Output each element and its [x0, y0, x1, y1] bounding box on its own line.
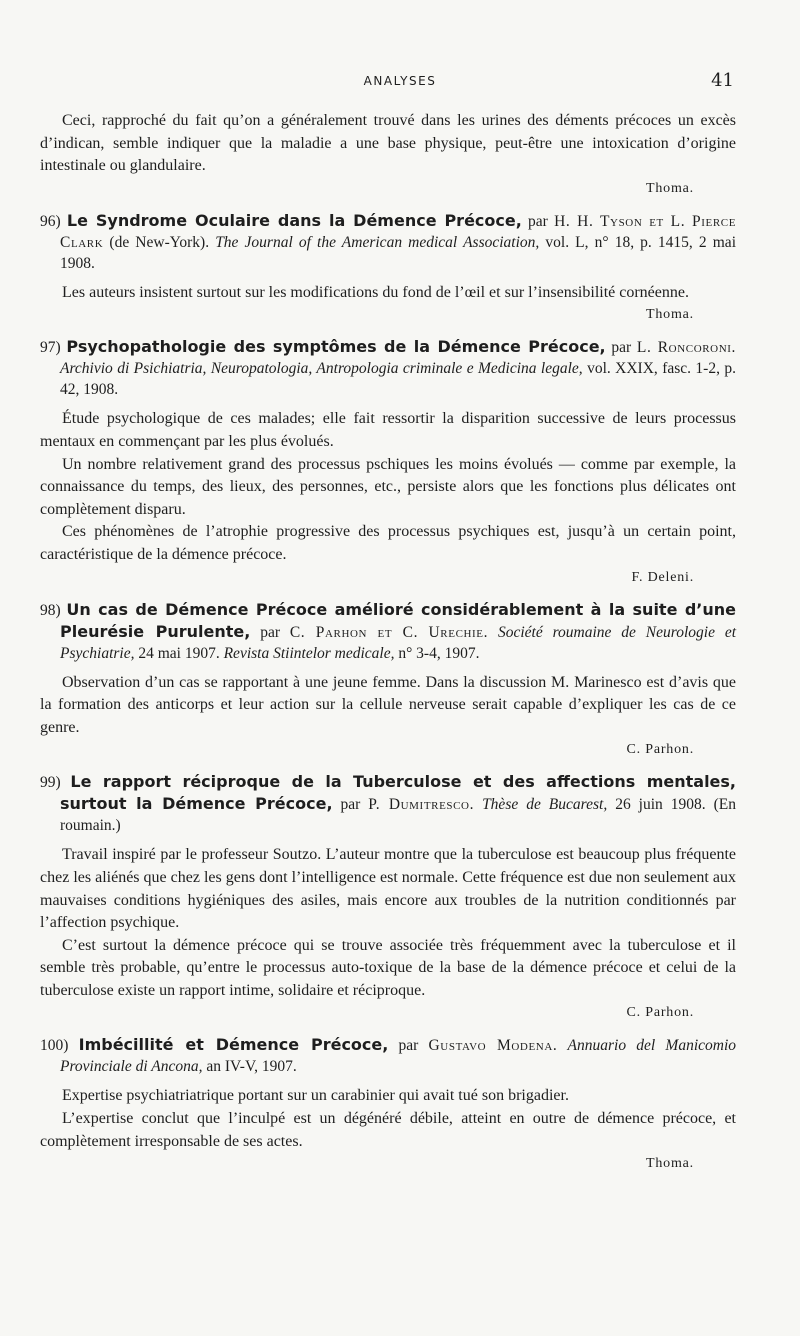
entry-paragraph: Observation d’un cas se rapportant à une jeune femme. Dans la discussion M. Marinesco est d’avis que la formation des anticorps et leur action sur la cellule nerveuse serait capable d’expliquer les cas de ce genre.: [40, 673, 736, 736]
entry-journal-2: Revista Stiintelor medicale,: [223, 644, 395, 662]
review-entry-99: [40, 771, 736, 1024]
entry-reference: [40, 1034, 736, 1077]
entry-details: vol. L, n° 18, p. 1415, 2 mai 1908.: [60, 233, 736, 272]
entry-journal: Thèse de Bucarest,: [482, 796, 608, 814]
entry-paragraph: C’est surtout la démence précoce qui se trouve associée très fréquemment avec la tuberculose et il semble très probable, qu’entre le processus auto-toxique de la base de la démence précoce et celui de la tuberculose existe un rapport intime, solidaire et réciproque.: [40, 936, 736, 999]
entry-authors: P. Dumitresco.: [368, 796, 475, 814]
entry-paragraph: L’expertise conclut que l’inculpé est un dégénéré débile, atteint en outre de démence précoce, et complètement irresponsable de ses actes.: [40, 1110, 736, 1150]
entry-authors: C. Parhon et C. Urechie.: [289, 623, 489, 641]
running-title: ANALYSES: [363, 74, 437, 88]
entry-location: [474, 796, 482, 813]
intro-signature: Thoma.: [646, 180, 694, 196]
entry-journal: Archivio di Psichiatria, Neuropatologia, Antropologia criminale e Medicina legale,: [60, 360, 583, 378]
entry-journal: Annuario del Manicomio Provinciale di Ancona,: [60, 1037, 737, 1076]
entry-by: par: [521, 212, 555, 230]
entry-reference: [40, 210, 736, 274]
page-header: [0, 70, 800, 94]
entry-details: an IV-V, 1907.: [202, 1058, 297, 1076]
entry-title: Le Syndrome Oculaire dans la Démence Précoce,: [66, 210, 522, 230]
entry-paragraph: Un nombre relativement grand des processus pschiques les moins évolués — comme par exemple, la connaissance du temps, des lieux, des personnes, etc., persiste alors que les fonctions plus délicates ont complètement disparu.: [40, 455, 736, 518]
entry-paragraph: Expertise psychiatriatrique portant sur un carabinier qui avait tué son brigadier.: [62, 1087, 569, 1105]
entry-signature: C. Parhon.: [626, 742, 694, 758]
review-entry-98: [40, 599, 736, 762]
review-entry-96: [40, 210, 736, 327]
entry-by: par: [332, 796, 369, 814]
entry-authors: L. Roncoroni.: [636, 339, 737, 357]
entry-title: Psychopathologie des symptômes de la Démence Précoce,: [66, 337, 606, 357]
entry-by: par: [250, 623, 290, 641]
entry-paragraph: Les auteurs insistent surtout sur les modifications du fond de l’œil et sur l’insensibilité cornéenne.: [62, 283, 689, 301]
entry-paragraph: Travail inspiré par le professeur Soutzo. L’auteur montre que la tuberculose est beaucoup plus fréquente chez les aliénés que chez les gens dont l’intelligence est normale. Cette fréquence est due non seulement aux mauvaises conditions hygiéniques des asiles, mais encore aux troubles de la nutrition conditionnés par l’affection psychique.: [40, 846, 736, 932]
entry-title: Imbécillité et Démence Précoce,: [78, 1035, 389, 1055]
entry-details: 24 mai 1907.: [134, 644, 224, 662]
entry-signature: Thoma.: [646, 1156, 694, 1172]
entry-reference: [40, 771, 736, 836]
intro-paragraph: Ceci, rapproché du fait qu’on a généralement trouvé dans les urines des déments précoces un excès d’indican, semble indiquer que la maladie a une base physique, peut-être une intoxication d’origine intestinale ou glandulaire.: [40, 112, 736, 175]
entry-authors: H. H. Tyson et L. Pierce Clark: [60, 212, 737, 251]
entry-location: [557, 1037, 567, 1054]
entry-number: 100): [40, 1037, 69, 1055]
entry-number: 97): [40, 339, 61, 357]
entry-number: 99): [40, 774, 61, 792]
entry-location: (de New-York).: [103, 233, 216, 251]
entry-by: par: [388, 1037, 429, 1055]
entry-journal: The Journal of the American medical Association,: [215, 233, 540, 251]
entry-title: Un cas de Démence Précoce amélioré considérablement à la suite d’une Pleurésie Purulente,: [60, 599, 736, 641]
entry-paragraph: Étude psychologique de ces malades; elle fait ressortir la disparition successive de leurs processus mentaux en commençant par les plus évolués.: [40, 410, 736, 450]
entry-signature: F. Deleni.: [631, 569, 694, 585]
page-body: [40, 110, 736, 1185]
entry-by: par: [605, 339, 637, 357]
entry-signature: Thoma.: [646, 307, 694, 323]
entry-number: 98): [40, 601, 61, 619]
entry-title: Le rapport réciproque de la Tuberculose et des affections mentales, surtout la Démence Précoce,: [60, 772, 736, 814]
entry-paragraph: Ces phénomènes de l’atrophie progressive des processus psychiques est, jusqu’à un certain point, caractéristique de la démence précoce.: [40, 523, 736, 563]
entry-authors: Gustavo Modena.: [428, 1037, 558, 1055]
review-entry-100: [40, 1034, 736, 1175]
entry-signature: C. Parhon.: [626, 1005, 694, 1021]
entry-number: 96): [40, 212, 61, 230]
entry-reference: [40, 336, 736, 400]
review-entry-97: [40, 336, 736, 588]
entry-details: 26 juin 1908. (En roumain.): [60, 796, 736, 835]
entry-details-2: n° 3-4, 1907.: [394, 644, 480, 662]
entry-journal: Société roumaine de Neurologie et Psychiatrie,: [60, 623, 737, 662]
entry-location: [488, 624, 498, 641]
entry-reference: [40, 599, 736, 664]
page-number: 41: [711, 70, 734, 91]
entry-details: vol. XXIX, fasc. 1-2, p. 42, 1908.: [60, 360, 736, 399]
